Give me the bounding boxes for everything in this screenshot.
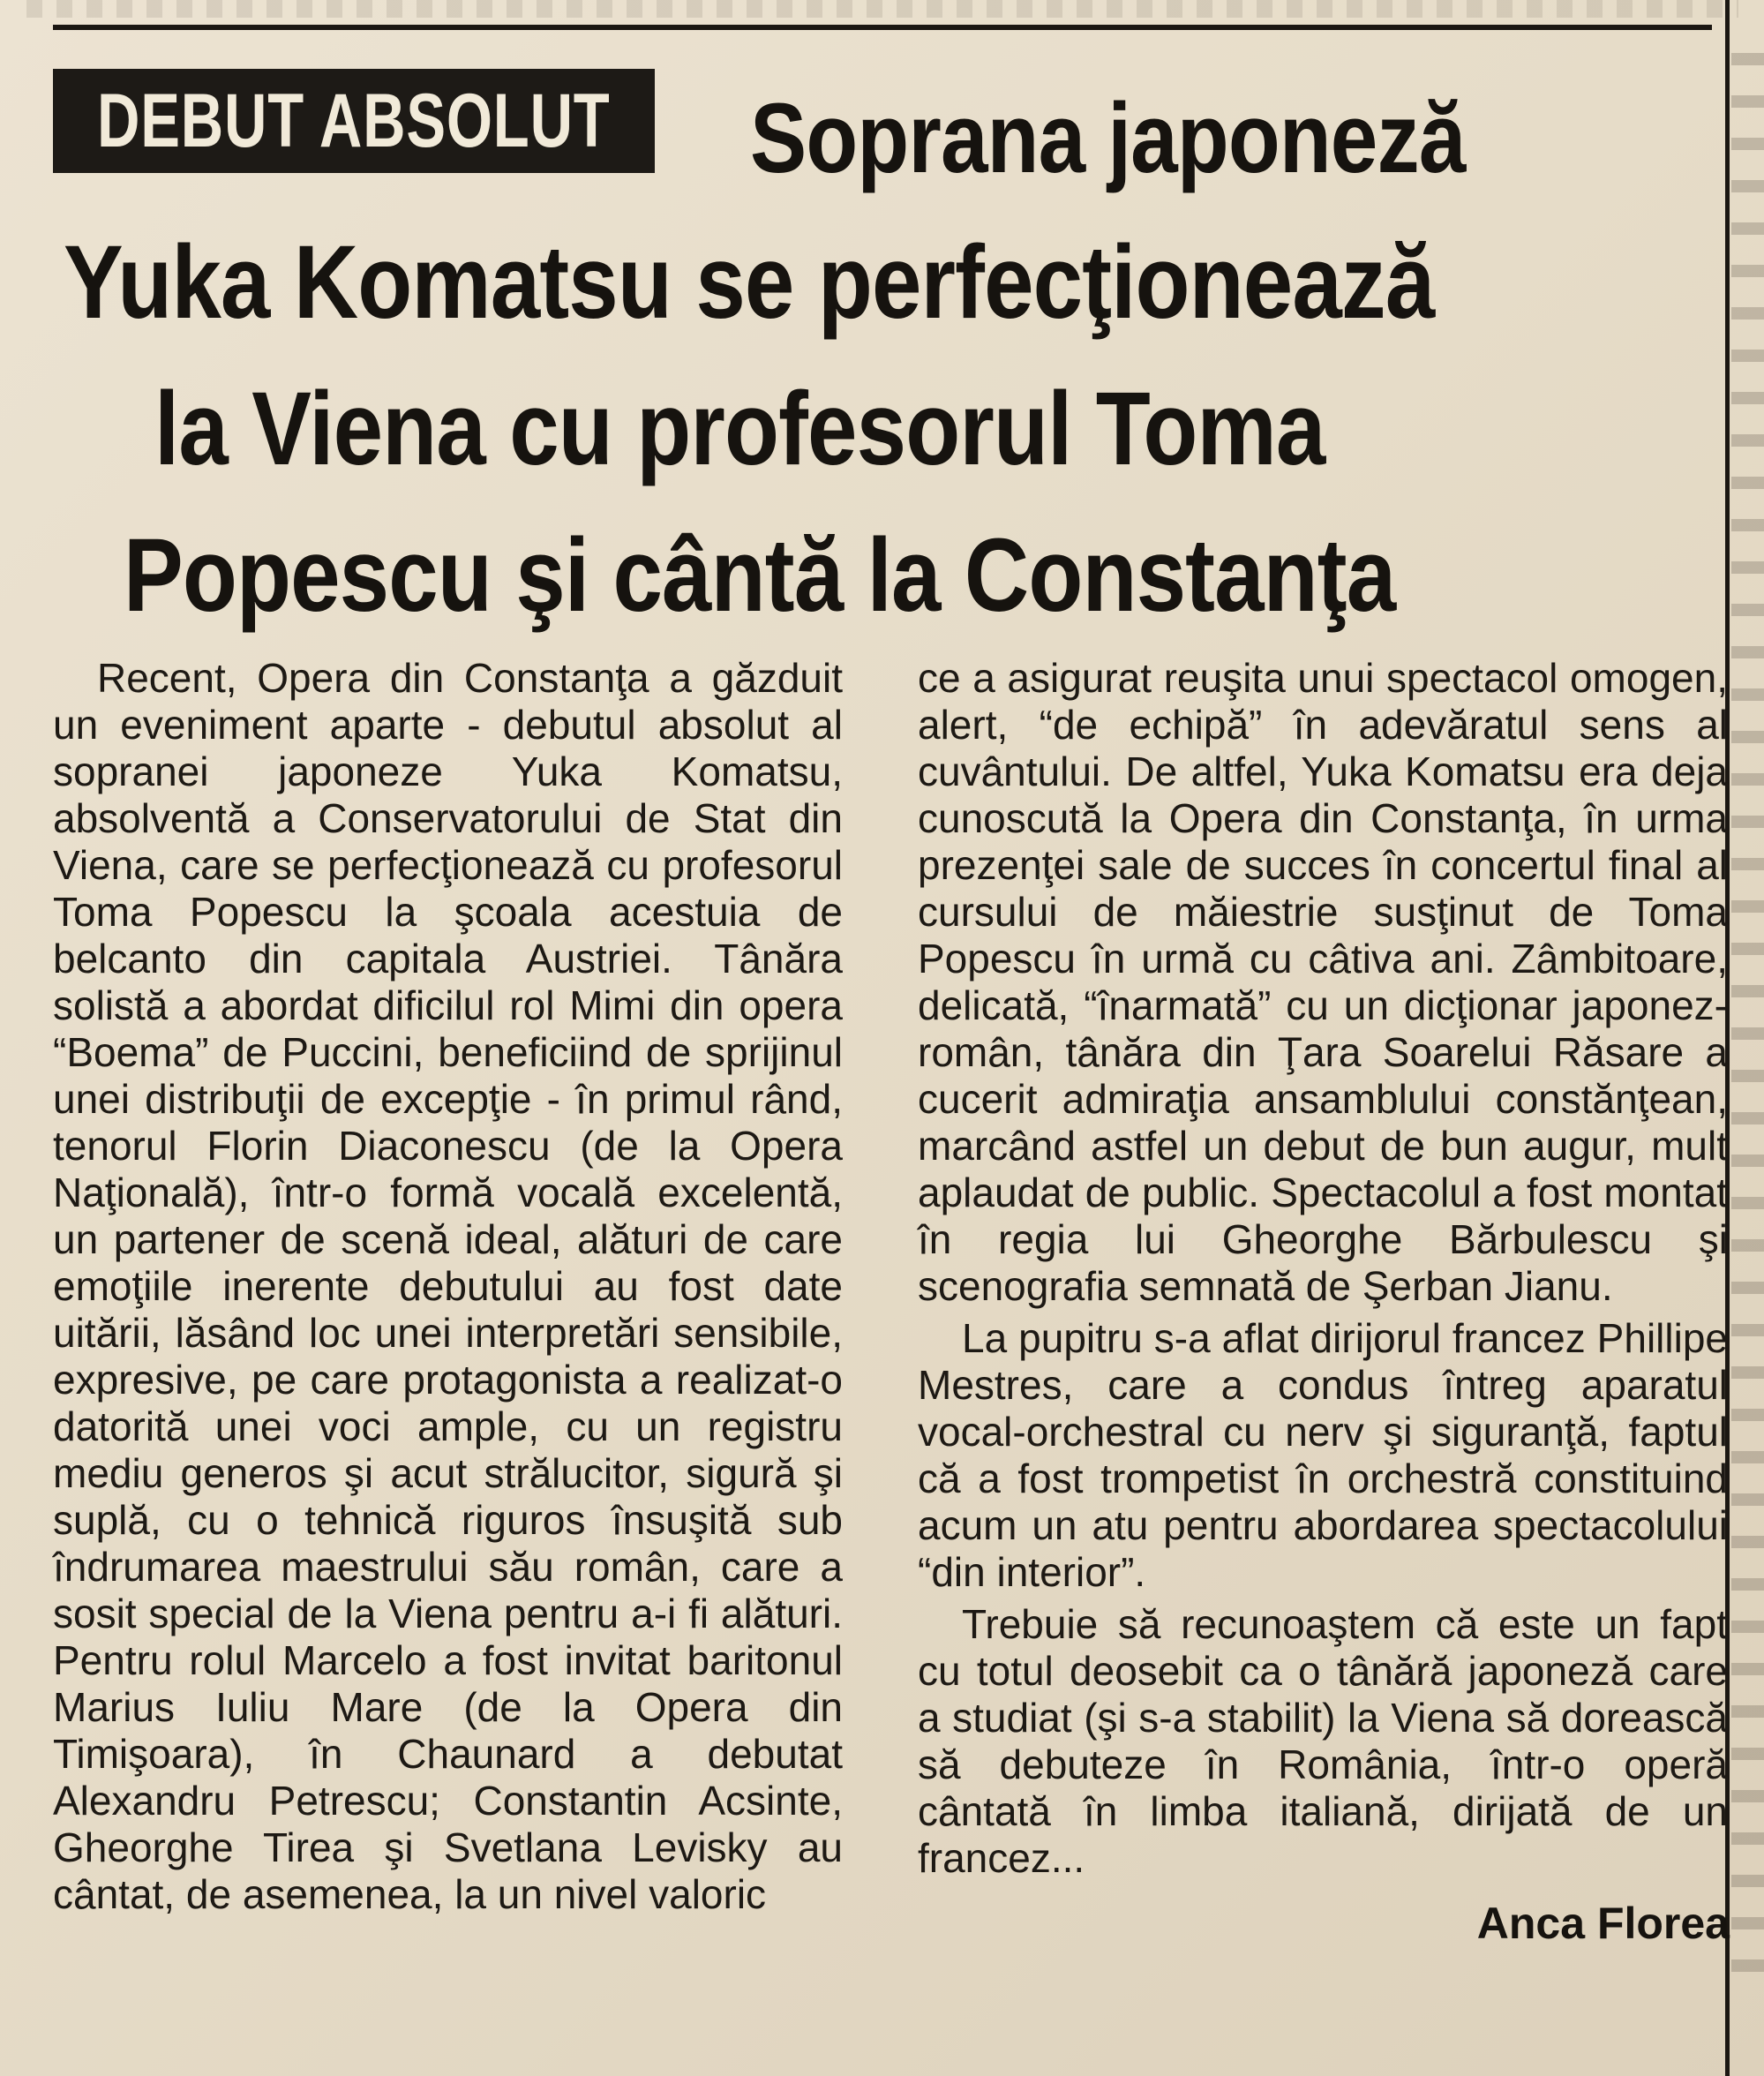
body-paragraph: La pupitru s-a aflat dirijorul francez Phillipe Mestres, care a condus întreg aparatul vocal-orchestral cu nerv şi siguranţă, faptul că a fost trompetist în orchestră constituind acum un atu pentru abordarea spectacolului “din interior”. [918,1315,1728,1595]
bleed-through-top [26,0,1738,18]
article-column-2 [918,655,1728,1882]
body-paragraph: Recent, Opera din Constanţa a găzduit un eveniment aparte - debutul absolut al sopranei japoneze Yuka Komatsu, absolventă a Conservatorului de Stat din Viena, care se perfecţionează cu profesorul Toma Popescu la şcoala acestuia de belcanto din capitala Austriei. Tânăra solistă a abordat dificilul rol Mimi din opera “Boema” de Puccini, beneficiind de sprijinul unei distribuţii de excepţie - în primul rând, tenorul Florin Diaconescu (de la Opera Naţională), într-o formă vocală excelentă, un partener de scenă ideal, alături de care emoţiile inerente debutului au fost date uitării, lăsând loc unei interpretări sensibile, expresive, pe care protagonista a realizat-o datorită unei voci ample, cu un registru mediu generos şi acut strălucitor, sigură şi suplă, cu o tehnică riguros însuşită sub îndrumarea maestrului său român, care a sosit special de la Viena pentru a-i fi alături. Pentru rolul Marcelo a fost invitat baritonul Marius Iuliu Mare (de la Opera din Timişoara), în Chaunard a debutat Alexandru Petrescu; Constantin Acsinte, Gheorghe Tirea şi Svetlana Levisky au cântat, de asemenea, la un nivel valoric [53,655,843,1917]
body-paragraph: Trebuie să recunoaştem că este un fapt cu totul deosebit ca o tânără japoneză care a studiat (şi s-a stabilit) la Viena să dorească să debuteze în România, într-o operă cântată în limba italiană, dirijată de un francez... [918,1601,1728,1881]
article-column-1 [53,655,843,1918]
body-paragraph: ce a asigurat reuşita unui spectacol omogen, alert, “de echipă” în adevăratul sens al cuvântului. De altfel, Yuka Komatsu era deja cunoscută la Opera din Constanţa, în urma prezenţei sale de succes în concertul final al cursului de măiestrie susţinut de Toma Popescu în urmă cu câtiva ani. Zâmbitoare, delicată, “înarmată” cu un dicţionar japonez-român, tânăra din Ţara Soarelui Răsare a cucerit admiraţia ansamblului constănţean, marcând astfel un debut de bun augur, mult aplaudat de public. Spectacolul a fost montat în regia lui Gheorghe Bărbulescu şi scenografia semnată de Şerban Jianu. [918,655,1728,1309]
top-rule [53,25,1712,30]
headline-line-2: Yuka Komatsu se perfecţionează [64,224,1435,341]
kicker-label: DEBUT ABSOLUT [97,78,611,163]
headline-line-1: Soprana japoneză [750,83,1466,193]
adjacent-column-edge [1731,53,1764,1995]
kicker-box [53,69,655,173]
headline-line-3: la Viena cu profesorul Toma [154,371,1325,487]
headline-line-4: Popescu şi cântă la Constanţa [124,517,1396,634]
author-byline: Anca Florea [1476,1899,1730,1948]
